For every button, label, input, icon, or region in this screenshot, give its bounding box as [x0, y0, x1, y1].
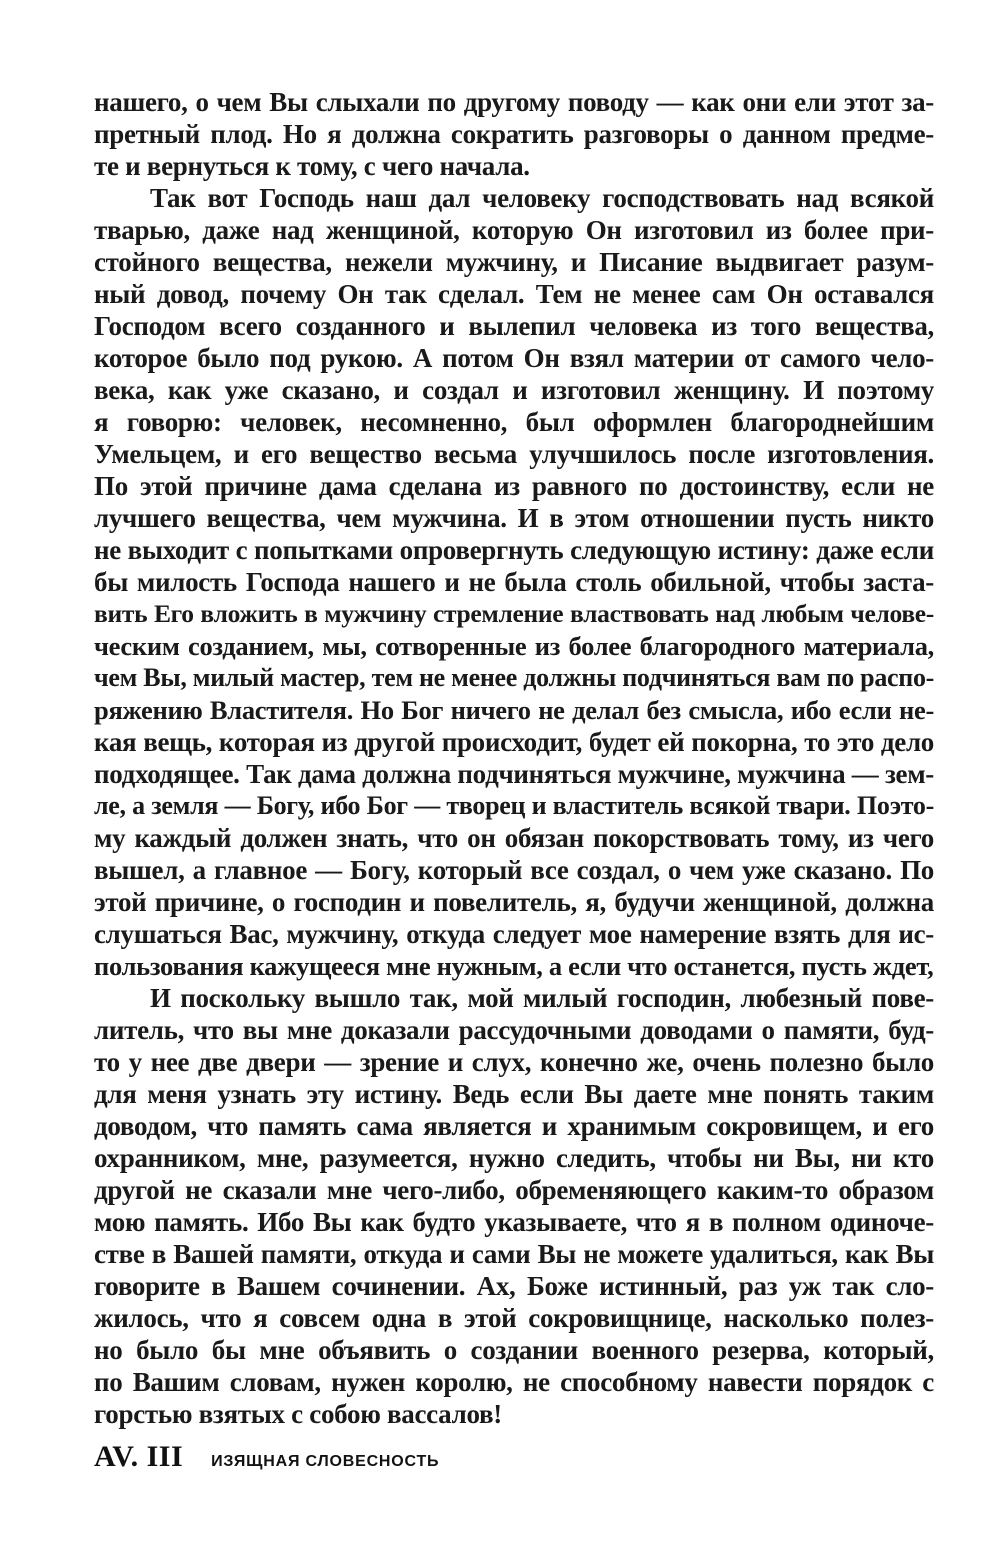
text-line: те и вернуться к тому, с чего начала. — [94, 151, 530, 181]
text-line: другой не сказали мне чего-либо, обременяющего каким-то образом — [94, 1175, 934, 1205]
page-folio: AV. III — [94, 1440, 184, 1473]
text-line: но было бы мне объявить о создании военного резерва, который, — [94, 1335, 934, 1365]
text-line: не выходит с попытками опровергнуть следующую истину: даже если — [94, 535, 934, 565]
paragraph-3 — [94, 982, 934, 1430]
paragraph-2 — [94, 182, 934, 982]
text-line: говорите в Вашем сочинении. Ах, Боже истинный, раз уж так сло- — [94, 1271, 934, 1301]
text-line: стойного вещества, нежели мужчину, и Писание выдвигает разум- — [94, 247, 934, 277]
text-line: жилось, что я совсем одна в этой сокровищнице, насколько полез- — [94, 1303, 934, 1333]
text-line: лучшего вещества, чем мужчина. И в этом отношении пусть никто — [94, 503, 934, 533]
text-line: ный довод, почему Он так сделал. Тем не менее сам Он оставался — [94, 279, 934, 309]
text-line: доводом, что память сама является и хранимым сокровищем, и его — [94, 1111, 934, 1141]
text-line: Так вот Господь наш дал человеку господствовать над всякой — [150, 183, 934, 213]
text-line: тварью, даже над женщиной, которую Он изготовил из более при- — [94, 215, 934, 245]
text-line: ческим созданием, мы, сотворенные из более благородного материала, — [94, 631, 934, 661]
text-line: слушаться Вас, мужчину, откуда следует мое намерение взять для ис- — [94, 919, 934, 949]
text-line: По этой причине дама сделана из равного по достоинству, если не — [94, 471, 934, 501]
text-line: по Вашим словам, нужен королю, не способному навести порядок с — [94, 1367, 934, 1397]
page-footer — [94, 1440, 439, 1480]
text-line: охранником, мне, разумеется, нужно следить, чтобы ни Вы, ни кто — [94, 1143, 934, 1173]
running-head: ИЗЯЩНАЯ СЛОВЕСНОСТЬ — [211, 1453, 440, 1470]
text-line: этой причине, о господин и повелитель, я, будучи женщиной, должна — [94, 887, 934, 917]
paragraph-1 — [94, 86, 934, 182]
body-text — [94, 86, 934, 1430]
text-line: бы милость Господа нашего и не была столь обильной, чтобы заста- — [94, 567, 934, 597]
text-line: то у нее две двери — зрение и слух, конечно же, очень полезно было — [94, 1047, 934, 1077]
text-line: которое было под рукою. А потом Он взял материи от самого чело- — [94, 343, 934, 373]
text-line: я говорю: человек, несомненно, был оформлен благороднейшим — [94, 407, 934, 437]
text-line: вышел, а главное — Богу, который все создал, о чем уже сказано. По — [94, 855, 934, 885]
text-line: мою память. Ибо Вы как будто указываете, что я в полном одиноче- — [94, 1207, 934, 1237]
text-line: кая вещь, которая из другой происходит, будет ей покорна, то это дело — [94, 727, 934, 757]
text-line: Господом всего созданного и вылепил человека из того вещества, — [94, 311, 934, 341]
text-line: му каждый должен знать, что он обязан покорствовать тому, из чего — [94, 823, 934, 853]
text-line: нашего, о чем Вы слыхали по другому поводу — как они ели этот за- — [94, 87, 934, 117]
text-line: подходящее. Так дама должна подчиняться мужчине, мужчина — зем- — [94, 759, 934, 789]
text-line: ряжению Властителя. Но Бог ничего не делал без смысла, ибо если не- — [94, 695, 934, 725]
text-line: пользования кажущееся мне нужным, а если что останется, пусть ждет, — [94, 951, 934, 981]
text-line: ле, а земля — Богу, ибо Бог — творец и властитель всякой твари. Поэто- — [94, 791, 934, 820]
text-line: века, как уже сказано, и создал и изготовил женщину. И поэтому — [94, 375, 934, 405]
text-line: вить Его вложить в мужчину стремление властвовать над любым челове- — [94, 599, 934, 628]
text-line: стве в Вашей памяти, откуда и сами Вы не можете удалиться, как Вы — [94, 1239, 934, 1269]
text-line: горстью взятых с собою вассалов! — [94, 1399, 502, 1429]
text-line: Умельцем, и его вещество весьма улучшилось после изготовления. — [94, 439, 934, 469]
text-line: литель, что вы мне доказали рассудочными доводами о памяти, буд- — [94, 1015, 934, 1045]
text-line: чем Вы, милый мастер, тем не менее должны подчиняться вам по распо- — [94, 663, 934, 692]
text-line: И поскольку вышло так, мой милый господин, любезный пове- — [150, 983, 934, 1013]
text-line: претный плод. Но я должна сократить разговоры о данном предме- — [94, 119, 934, 149]
text-line: для меня узнать эту истину. Ведь если Вы даете мне понять таким — [94, 1079, 934, 1109]
